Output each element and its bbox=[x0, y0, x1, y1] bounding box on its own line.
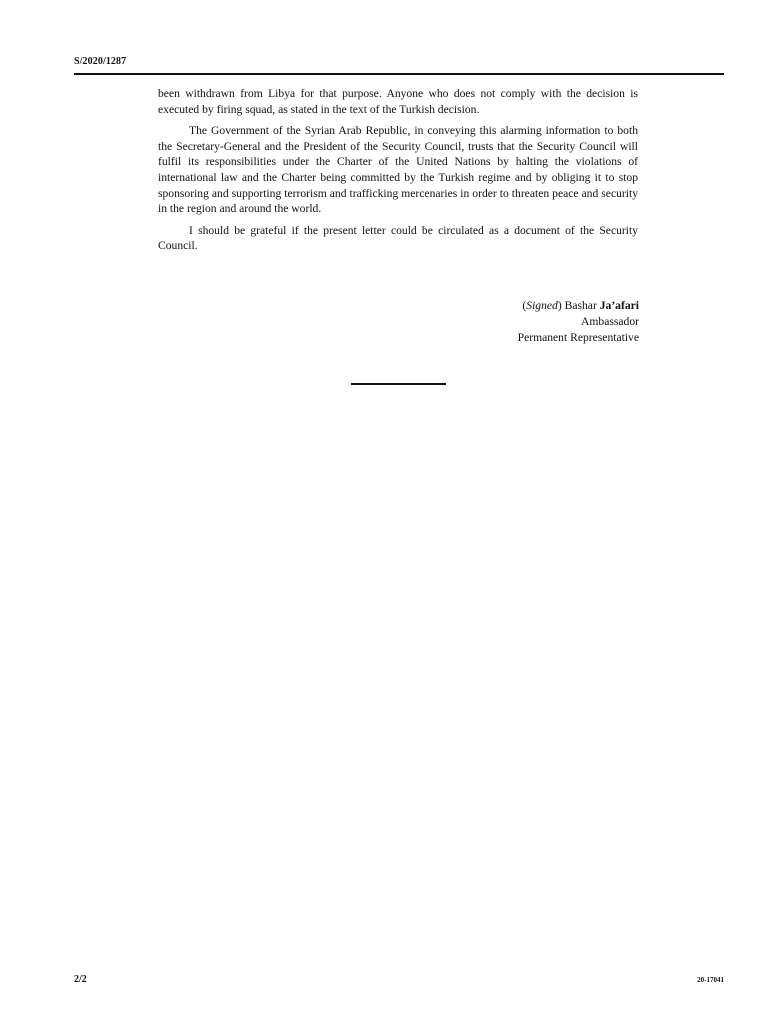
document-symbol: S/2020/1287 bbox=[74, 56, 127, 67]
signatory-role: Permanent Representative bbox=[517, 331, 639, 344]
paragraph-government: The Government of the Syrian Arab Republic, in conveying this alarming information to both the Secretary-General and the President of the Security Council, trusts that the Security Council will fulfil its responsibilities under the Charter of the United Nations by halting the violations of international law and the Charter being committed by the Turkish regime and by obliging it to stop sponsoring and supporting terrorism and trafficking mercenaries in order to threaten peace and security in the region and around the world. bbox=[158, 124, 638, 216]
paragraph-continuation: been withdrawn from Libya for that purpose. Anyone who does not comply with the decision is executed by firing squad, as stated in the text of the Turkish decision. bbox=[158, 87, 638, 116]
paragraph-circulation-request: I should be grateful if the present letter could be circulated as a document of the Security Council. bbox=[158, 223, 638, 253]
letter-body bbox=[158, 86, 638, 260]
signed-label: Signed bbox=[526, 299, 558, 312]
signatory-surname: Ja’afari bbox=[599, 299, 639, 312]
signature-block bbox=[518, 298, 639, 346]
end-of-document-rule bbox=[351, 383, 446, 385]
header-rule bbox=[74, 73, 724, 75]
signatory-title: Ambassador bbox=[581, 315, 639, 328]
signatory-given-name: Bashar bbox=[564, 299, 597, 312]
job-number: 20-17041 bbox=[697, 976, 724, 984]
page-number: 2/2 bbox=[74, 974, 87, 985]
signature-line: (Signed) Bashar Ja’afari bbox=[522, 299, 639, 312]
